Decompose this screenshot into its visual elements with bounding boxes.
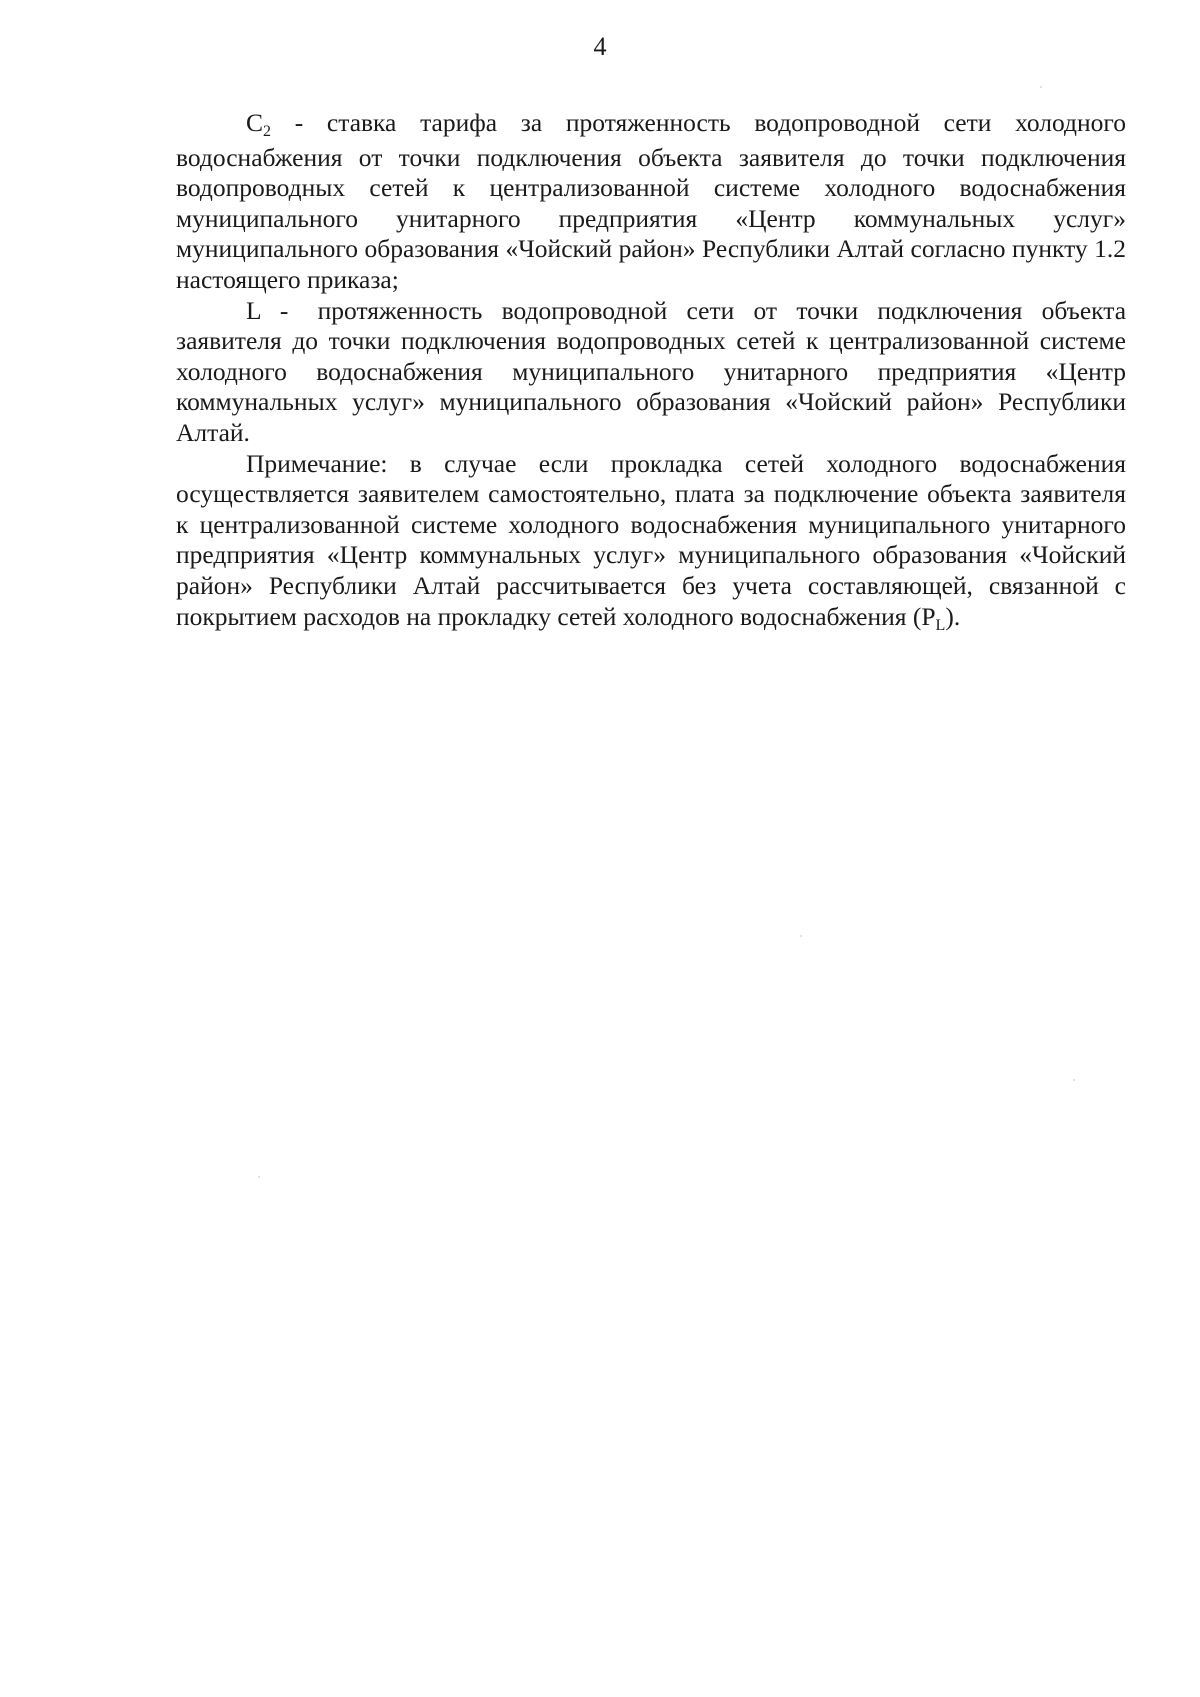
scan-speck — [800, 935, 802, 937]
c2-symbol: C — [246, 108, 264, 137]
l-definition-text: протяженность водопроводной сети от точки подключения объекта заявителя до точки подключения водопроводных сетей к централизованной системе холодного водоснабжения муниципального унитарного предприятия «Центр коммунальных услуг» муниципального образования «Чойский район» Республики Алтай. — [176, 295, 1127, 447]
page-number: 4 — [593, 32, 607, 61]
scan-speck — [1040, 86, 1042, 88]
c2-definition-paragraph — [176, 108, 1126, 296]
note-closing: ). — [945, 601, 961, 631]
c2-definition-text: ставка тарифа за протяженность водопроводной сети холодного водоснабжения от точки подключения объекта заявителя до точки подключения водопроводных сетей к централизованной системе холодного водоснабжения муниципального унитарного предприятия «Центр коммунальных услуг» муниципального образования «Чойский район» Республики Алтай согласно пункту 1.2 настоящего приказа; — [176, 108, 1126, 294]
c2-dash: - — [271, 108, 327, 137]
scan-speck — [258, 1176, 260, 1178]
pl-subscript: L — [935, 616, 946, 634]
l-symbol: L - — [246, 295, 289, 325]
document-body — [176, 108, 1126, 636]
note-text: Примечание: в случае если прокладка сетей холодного водоснабжения осуществляется заявителем самостоятельно, плата за подключение объекта заявителя к централизованной системе холодного водоснабжения муниципального унитарного предприятия «Центр коммунальных услуг» муниципального образования «Чойский район» Республики Алтай рассчитывается без учета составляющей, связанной с покрытием расходов на прокладку сетей холодного водоснабжения ( — [176, 448, 1126, 631]
note-paragraph — [176, 449, 1126, 637]
pl-symbol: P — [921, 601, 936, 631]
l-definition-paragraph — [176, 296, 1126, 449]
scan-speck — [1073, 1079, 1075, 1081]
c2-subscript: 2 — [263, 123, 272, 140]
